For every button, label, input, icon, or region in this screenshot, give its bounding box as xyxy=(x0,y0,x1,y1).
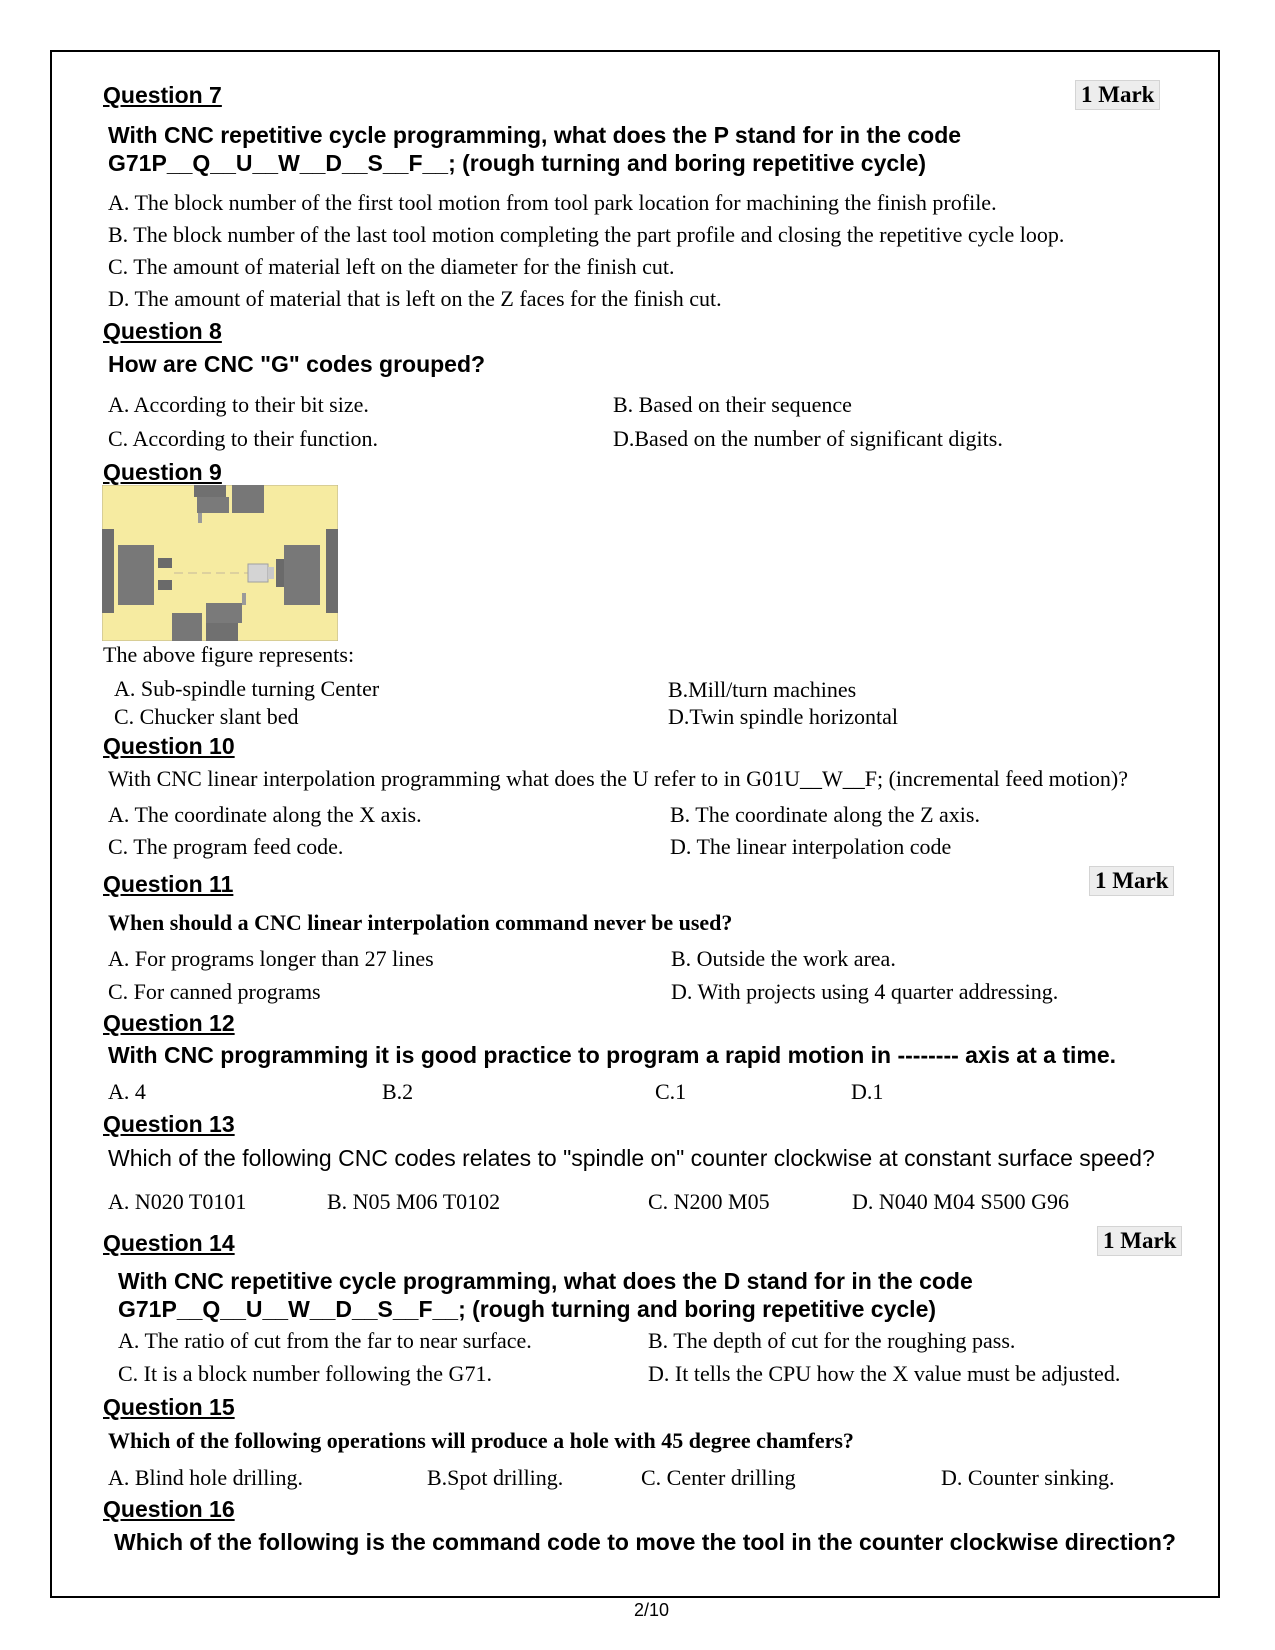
twin-spindle-machine-figure xyxy=(102,485,338,641)
question-9-option-d: D.Twin spindle horizontal xyxy=(668,704,899,729)
question-10-option-b: B. The coordinate along the Z axis. xyxy=(670,802,980,827)
question-15-option-a: A. Blind hole drilling. xyxy=(108,1465,303,1490)
question-7-option-d: D. The amount of material that is left on the Z faces for the finish cut. xyxy=(108,286,722,311)
question-8-option-c: C. According to their function. xyxy=(108,426,379,451)
question-8-stem: How are CNC "G" codes grouped? xyxy=(108,351,486,377)
mark-badge-q11: 1 Mark xyxy=(1089,866,1174,896)
question-8-option-d: D.Based on the number of significant digits. xyxy=(613,426,1003,451)
question-10-title: Question 10 xyxy=(103,733,235,759)
bottom-turret-housing xyxy=(172,613,202,641)
question-15-title: Question 15 xyxy=(103,1394,235,1420)
question-13-title: Question 13 xyxy=(103,1111,235,1137)
left-headstock xyxy=(102,529,114,613)
question-16-stem: Which of the following is the command code to move the tool in the counter clockwise direction? xyxy=(114,1529,1176,1555)
question-12-stem: With CNC programming it is good practice to program a rapid motion in -------- axis at a time. xyxy=(108,1042,1117,1068)
bottom-tool xyxy=(242,593,246,605)
mark-badge-q7: 1 Mark xyxy=(1075,80,1160,110)
bottom-tool-holder xyxy=(206,603,242,623)
question-7-stem-line-1: With CNC repetitive cycle programming, what does the P stand for in the code xyxy=(108,122,962,148)
question-11-option-b: B. Outside the work area. xyxy=(671,946,896,971)
right-spindle-chuck xyxy=(284,545,320,605)
page-number: 2/10 xyxy=(634,1600,670,1620)
question-14-title: Question 14 xyxy=(103,1230,235,1256)
question-9-option-c: C. Chucker slant bed xyxy=(114,704,299,729)
question-12-title: Question 12 xyxy=(103,1010,235,1036)
question-7-option-a: A. The block number of the first tool motion from tool park location for machining the finish profile. xyxy=(108,190,997,215)
bottom-turret-block xyxy=(206,623,238,641)
right-jaw xyxy=(276,559,284,587)
question-9-stem: The above figure represents: xyxy=(103,642,355,667)
question-12-option-c: C.1 xyxy=(655,1079,687,1104)
question-16-title: Question 16 xyxy=(103,1496,235,1522)
workpiece xyxy=(248,564,268,582)
top-turret-housing xyxy=(232,485,264,513)
question-10-option-a: A. The coordinate along the X axis. xyxy=(108,802,422,827)
question-12-option-b: B.2 xyxy=(382,1079,414,1104)
question-8-option-a: A. According to their bit size. xyxy=(108,392,369,417)
question-10-option-d: D. The linear interpolation code xyxy=(670,834,952,859)
question-7-stem-line-2: G71P__Q__U__W__D__S__F__; (rough turning and boring repetitive cycle) xyxy=(108,150,927,176)
question-7-title: Question 7 xyxy=(103,82,222,108)
question-9-title: Question 9 xyxy=(103,459,222,485)
question-14-option-c: C. It is a block number following the G71. xyxy=(118,1361,492,1386)
question-14-stem-line-1: With CNC repetitive cycle programming, what does the D stand for in the code xyxy=(118,1268,973,1294)
question-9-option-a: A. Sub-spindle turning Center xyxy=(114,676,380,701)
question-10-option-c: C. The program feed code. xyxy=(108,834,344,859)
left-spindle-chuck xyxy=(118,545,154,605)
question-13-option-c: C. N200 M05 xyxy=(648,1189,770,1214)
left-jaw-bottom xyxy=(158,580,172,590)
question-13-option-d: D. N040 M04 S500 G96 xyxy=(852,1189,1069,1214)
question-12-option-d: D.1 xyxy=(851,1079,884,1104)
top-tool-holder xyxy=(197,497,229,513)
question-8-option-b: B. Based on their sequence xyxy=(613,392,852,417)
question-8-title: Question 8 xyxy=(103,318,222,344)
top-turret-block xyxy=(194,485,226,497)
question-15-option-c: C. Center drilling xyxy=(641,1465,796,1490)
question-15-stem: Which of the following operations will produce a hole with 45 degree chamfers? xyxy=(108,1428,854,1453)
question-10-stem: With CNC linear interpolation programming what does the U refer to in G01U__W__F; (incremental feed motion)? xyxy=(108,766,1129,791)
left-jaw-top xyxy=(158,558,172,568)
question-14-option-a: A. The ratio of cut from the far to near surface. xyxy=(118,1328,532,1353)
question-13-stem: Which of the following CNC codes relates to "spindle on" counter clockwise at constant surface speed? xyxy=(108,1145,1155,1171)
question-15-option-b: B.Spot drilling. xyxy=(427,1465,564,1490)
question-11-option-c: C. For canned programs xyxy=(108,979,321,1004)
question-7-option-b: B. The block number of the last tool motion completing the part profile and closing the repetitive cycle loop. xyxy=(108,222,1065,247)
question-11-option-d: D. With projects using 4 quarter addressing. xyxy=(671,979,1059,1004)
question-7-option-c: C. The amount of material left on the diameter for the finish cut. xyxy=(108,254,675,279)
right-headstock xyxy=(326,529,338,613)
mark-badge-q14: 1 Mark xyxy=(1097,1226,1182,1256)
question-15-option-d: D. Counter sinking. xyxy=(941,1465,1115,1490)
question-11-title: Question 11 xyxy=(103,871,234,897)
question-14-option-d: D. It tells the CPU how the X value must be adjusted. xyxy=(648,1361,1121,1386)
question-14-option-b: B. The depth of cut for the roughing pass. xyxy=(648,1328,1016,1353)
question-12-option-a: A. 4 xyxy=(108,1079,146,1104)
question-9-option-b: B.Mill/turn machines xyxy=(668,677,857,702)
workpiece-end xyxy=(268,567,274,579)
top-tool xyxy=(198,513,202,523)
question-11-stem: When should a CNC linear interpolation command never be used? xyxy=(108,910,733,935)
question-14-stem-line-2: G71P__Q__U__W__D__S__F__; (rough turning and boring repetitive cycle) xyxy=(118,1296,937,1322)
question-11-option-a: A. For programs longer than 27 lines xyxy=(108,946,434,971)
question-13-option-a: A. N020 T0101 xyxy=(108,1189,247,1214)
question-13-option-b: B. N05 M06 T0102 xyxy=(327,1189,501,1214)
